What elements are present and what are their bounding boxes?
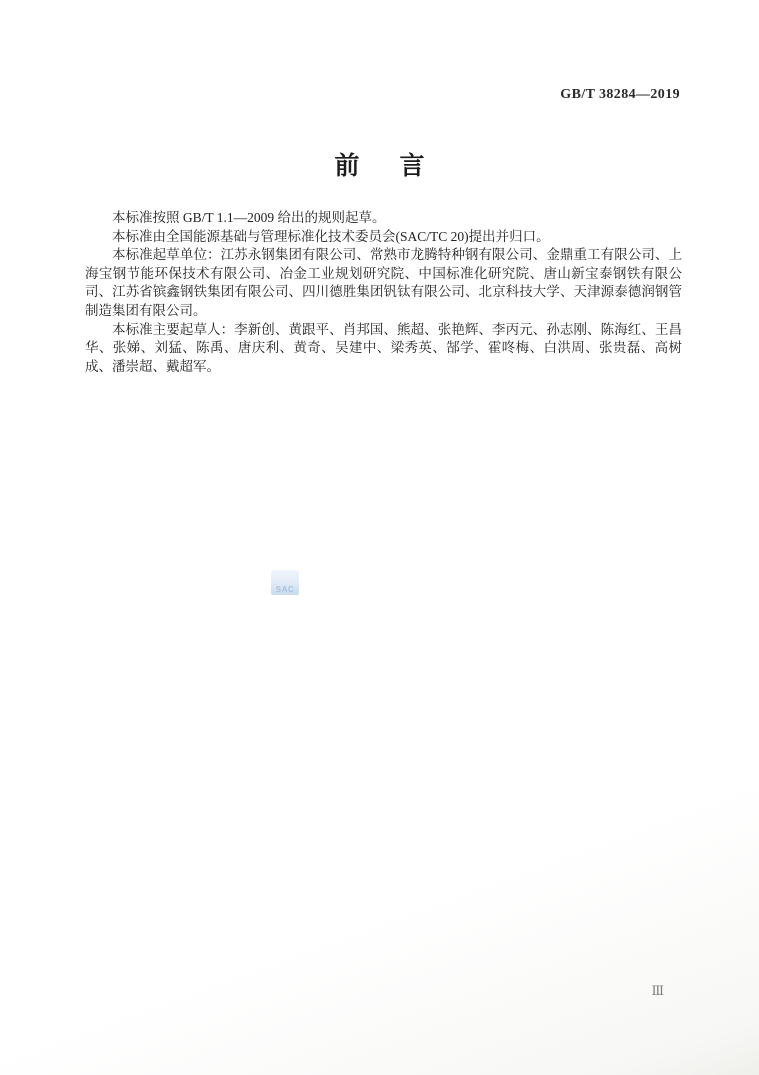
page-number: Ⅲ <box>651 983 665 998</box>
paragraph-drafting-organizations: 本标准起草单位：江苏永钢集团有限公司、常熟市龙腾特种钢有限公司、金鼎重工有限公司、上海宝钢节能环保技术有限公司、冶金工业规划研究院、中国标准化研究院、唐山新宝泰钢铁有限公司、江苏省镔鑫钢铁集团有限公司、四川德胜集团钒钛有限公司、北京科技大学、天津源泰德润钢管制造集团有限公司。 <box>85 247 682 318</box>
paragraph-main-drafters: 本标准主要起草人：李新创、黄跟平、肖邦国、熊超、张艳辉、李丙元、孙志刚、陈海红、王昌华、张娣、刘猛、陈禹、唐庆利、黄奇、吴建中、梁秀英、郜学、霍咚梅、白洪周、张贵磊、高树成、潘崇超、戴超军。 <box>85 321 682 374</box>
page-title: 前言 <box>334 152 465 180</box>
standard-code: GB/T 38284—2019 <box>560 87 680 102</box>
paragraph-drafting-rules: 本标准按照 GB/T 1.1—2009 给出的规则起草。 <box>112 210 386 225</box>
foreword-body <box>85 209 682 376</box>
sac-watermark-icon <box>271 570 299 595</box>
paragraph-proposing-committee: 本标准由全国能源基础与管理标准化技术委员会(SAC/TC 20)提出并归口。 <box>112 228 550 244</box>
watermark-label: SAC <box>275 585 295 594</box>
